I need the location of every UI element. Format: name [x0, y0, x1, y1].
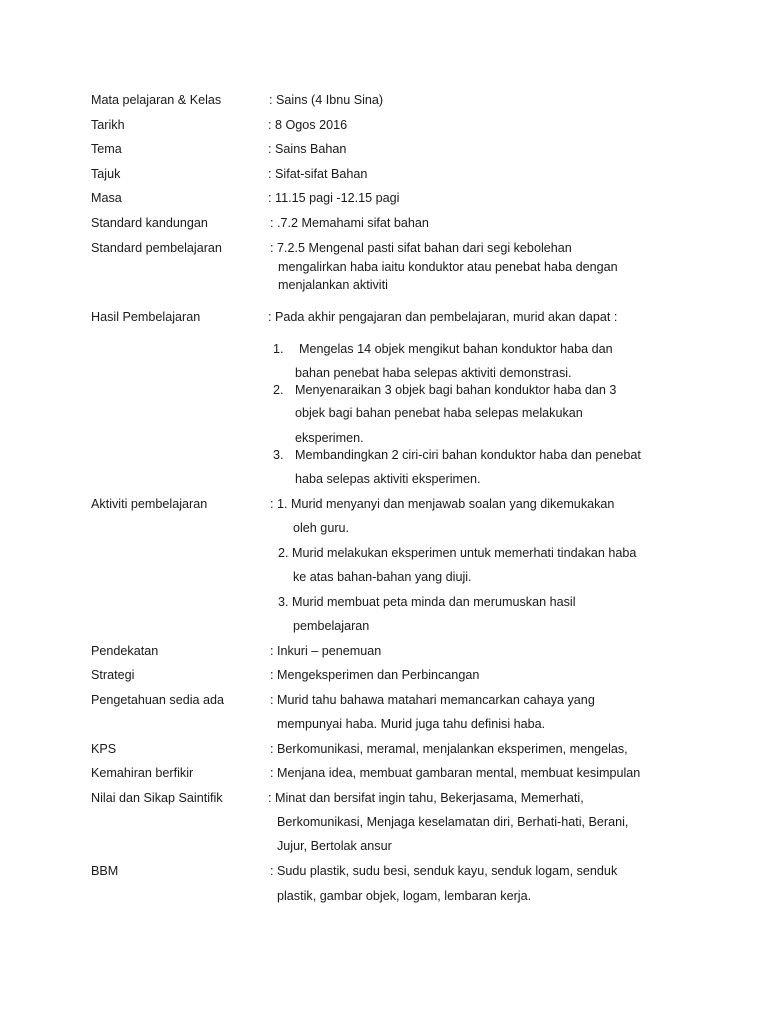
aktiviti-item-3-line-2: pembelajaran: [293, 619, 370, 633]
label-standard-pembelajaran: Standard pembelajaran: [91, 241, 222, 255]
aktiviti-item-2-line-2: ke atas bahan-bahan yang diuji.: [293, 570, 472, 584]
label-aktiviti-pembelajaran: Aktiviti pembelajaran: [91, 497, 208, 511]
label-nilai-sikap: Nilai dan Sikap Saintifik: [91, 791, 223, 805]
aktiviti-item-1-line-2: oleh guru.: [293, 521, 350, 535]
value-tema: : Sains Bahan: [268, 142, 347, 156]
label-pendekatan: Pendekatan: [91, 644, 159, 658]
value-standard-pembelajaran-line-1: : 7.2.5 Mengenal pasti sifat bahan dari segi kebolehan: [270, 241, 572, 255]
hasil-item-2-line-3: eksperimen.: [295, 431, 364, 445]
label-masa: Masa: [91, 191, 122, 205]
value-kemahiran-berfikir: : Menjana idea, membuat gambaran mental, membuat kesimpulan: [270, 766, 641, 780]
value-strategi: : Mengeksperimen dan Perbincangan: [270, 668, 480, 682]
hasil-item-1-line-2: bahan penebat haba selepas aktiviti demonstrasi.: [295, 366, 572, 380]
value-mata-pelajaran: : Sains (4 Ibnu Sina): [269, 93, 384, 107]
hasil-item-2-line-1: Menyenaraikan 3 objek bagi bahan konduktor haba dan 3: [295, 383, 617, 397]
label-standard-kandungan: Standard kandungan: [91, 216, 208, 230]
value-tarikh: : 8 Ogos 2016: [268, 118, 348, 132]
value-nilai-line-2: Berkomunikasi, Menjaga keselamatan diri, Berhati-hati, Berani,: [277, 815, 629, 829]
label-kps: KPS: [91, 742, 117, 756]
value-nilai-line-3: Jujur, Bertolak ansur: [277, 839, 392, 853]
value-nilai-line-1: : Minat dan bersifat ingin tahu, Bekerjasama, Memerhati,: [268, 791, 584, 805]
aktiviti-item-1-line-1: : 1. Murid menyanyi dan menjawab soalan yang dikemukakan: [270, 497, 615, 511]
label-hasil-pembelajaran: Hasil Pembelajaran: [91, 310, 201, 324]
value-bbm-line-2: plastik, gambar objek, logam, lembaran kerja.: [277, 889, 532, 903]
aktiviti-item-2-line-1: 2. Murid melakukan eksperimen untuk memerhati tindakan haba: [278, 546, 637, 560]
value-standard-kandungan: : .7.2 Memahami sifat bahan: [270, 216, 429, 230]
label-strategi: Strategi: [91, 668, 135, 682]
label-tarikh: Tarikh: [91, 118, 125, 132]
label-pengetahuan-sedia-ada: Pengetahuan sedia ada: [91, 693, 225, 707]
value-hasil-pembelajaran-intro: : Pada akhir pengajaran dan pembelajaran, murid akan dapat :: [268, 310, 618, 324]
label-kemahiran-berfikir: Kemahiran berfikir: [91, 766, 194, 780]
hasil-item-2-number: 2.: [273, 383, 284, 397]
value-kps: : Berkomunikasi, meramal, menjalankan eksperimen, mengelas,: [270, 742, 628, 756]
hasil-item-1-line-1: Mengelas 14 objek mengikut bahan konduktor haba dan: [299, 342, 613, 356]
value-masa: : 11.15 pagi -12.15 pagi: [268, 191, 400, 205]
hasil-item-2-line-2: objek bagi bahan penebat haba selepas melakukan: [295, 406, 583, 420]
label-bbm: BBM: [91, 864, 119, 878]
hasil-item-1-number: 1.: [273, 342, 284, 356]
value-pengetahuan-line-2: mempunyai haba. Murid juga tahu definisi haba.: [277, 717, 546, 731]
label-mata-pelajaran: Mata pelajaran & Kelas: [91, 93, 222, 107]
value-tajuk: : Sifat-sifat Bahan: [268, 167, 368, 181]
value-pengetahuan-line-1: : Murid tahu bahawa matahari memancarkan cahaya yang: [270, 693, 595, 707]
value-standard-pembelajaran-line-3: menjalankan aktiviti: [278, 278, 388, 292]
label-tajuk: Tajuk: [91, 167, 121, 181]
value-standard-pembelajaran-line-2: mengalirkan haba iaitu konduktor atau penebat haba dengan: [278, 260, 618, 274]
value-pendekatan: : Inkuri – penemuan: [270, 644, 382, 658]
hasil-item-3-line-1: Membandingkan 2 ciri-ciri bahan konduktor haba dan penebat: [295, 448, 641, 462]
aktiviti-item-3-line-1: 3. Murid membuat peta minda dan merumuskan hasil: [278, 595, 576, 609]
hasil-item-3-line-2: haba selepas aktiviti eksperimen.: [295, 472, 481, 486]
hasil-item-3-number: 3.: [273, 448, 284, 462]
label-tema: Tema: [91, 142, 122, 156]
value-bbm-line-1: : Sudu plastik, sudu besi, senduk kayu, senduk logam, senduk: [270, 864, 618, 878]
